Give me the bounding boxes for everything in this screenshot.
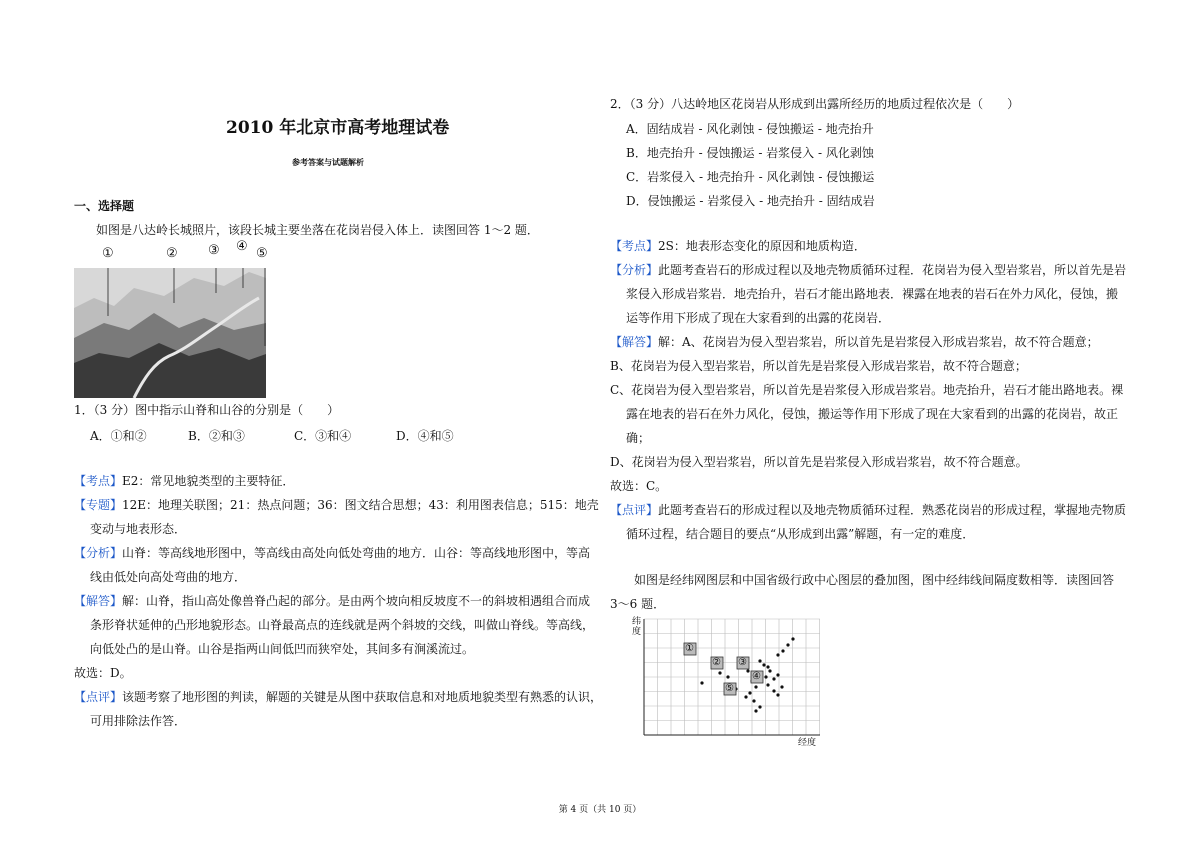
- grid-marker-4-label: ④: [752, 671, 761, 682]
- q1-kaodian: [74, 473, 294, 489]
- page-title: 2010 年北京市高考地理试卷: [226, 118, 450, 138]
- capital-dot: [766, 665, 769, 668]
- q2-answer: 故选：C。: [610, 479, 668, 493]
- q2-dianping-text-1: 此题考查岩石的形成过程以及地壳物质循环过程．熟悉花岗岩的形成过程，掌握地壳物质: [658, 503, 1127, 517]
- q2-fenxi-text-1: 此题考查岩石的形成过程以及地壳物质循环过程．花岗岩为侵入型岩浆岩，所以首先是岩: [658, 263, 1127, 277]
- q1-zhuanti: [74, 497, 599, 513]
- q1-jieda-tag: 【解答】: [74, 594, 123, 608]
- capital-dot: [772, 689, 775, 692]
- capital-dot: [744, 695, 747, 698]
- q2-jieda-text-b: B、花岗岩为侵入型岩浆岩，所以首先是岩浆侵入形成岩浆岩，故不符合题意；: [610, 359, 1027, 373]
- grid-marker-5-label: ⑤: [725, 683, 734, 694]
- capital-dots: [700, 637, 794, 712]
- q1-zhuanti-text-2: 变动与地表形态．: [90, 522, 187, 536]
- photo-label-5: ⑤: [256, 246, 268, 261]
- photo-label-2: ②: [166, 246, 178, 261]
- q2-kaodian: [610, 238, 866, 254]
- q1-fenxi-tag: 【分析】: [74, 546, 123, 560]
- question-1-option-b: B．②和③: [188, 429, 245, 443]
- q1-zhuanti-text-1: 12E：地理关联图；21：热点问题；36：图文结合思想；43：利用图表信息；515：地壳: [122, 498, 599, 512]
- q2-dianping-tag: 【点评】: [610, 503, 659, 517]
- q1-jieda-text-2: 条形脊状延伸的凸形地貌形态。山脊最高点的连线就是两个斜坡的交线，叫做山脊线。等高线，: [90, 618, 595, 632]
- capital-dot: [758, 659, 761, 662]
- question-2-stem: 2．（3 分）八达岭地区花岗岩从形成到出露所经历的地质过程依次是（ ）: [610, 97, 1020, 111]
- q1-dianping-text-1: 该题考察了地形图的判读，解题的关键是从图中获取信息和对地质地貌类型有熟悉的认识，: [122, 690, 603, 704]
- q1-dianping-text-2: 可用排除法作答．: [90, 714, 187, 728]
- question-1-option-c: C．③和④: [294, 429, 352, 443]
- q2-jieda-text-c2: 露在地表的岩石在外力风化，侵蚀，搬运等作用下形成了现在大家看到的出露的花岗岩，故正: [626, 407, 1119, 421]
- great-wall-photo: [74, 268, 266, 398]
- q2-jieda-text-d: D、花岗岩为侵入型岩浆岩，所以首先是岩浆侵入形成岩浆岩，故不符合题意。: [610, 455, 1028, 469]
- capital-dot: [766, 683, 769, 686]
- q2-kaodian-text: 2S：地表形态变化的原因和地质构造．: [658, 239, 866, 253]
- page-subtitle: 参考答案与试题解析: [292, 157, 364, 167]
- capital-dot: [776, 673, 779, 676]
- q2-jieda-text-c1: C、花岗岩为侵入型岩浆岩，所以首先是岩浆侵入形成岩浆岩。地壳抬升，岩石才能出路地表。裸: [610, 383, 1124, 397]
- capital-dot: [772, 677, 775, 680]
- capital-dot: [780, 685, 783, 688]
- q1-fenxi-text-2: 线由低处向高处弯曲的地方．: [90, 570, 247, 584]
- capital-dot: [718, 671, 721, 674]
- q1-jieda: [74, 593, 590, 609]
- capital-dot: [776, 653, 779, 656]
- capital-dot: [791, 637, 794, 640]
- q2-kaodian-tag: 【考点】: [610, 239, 659, 253]
- q2-jieda-text-c3: 确；: [626, 431, 651, 445]
- question-1-stem: 1．（3 分）图中指示山脊和山谷的分别是（ ）: [74, 403, 340, 417]
- q2-dianping: [610, 502, 1126, 518]
- capital-dot: [776, 693, 779, 696]
- capital-dot: [726, 675, 729, 678]
- grid-xlabel: 经度: [798, 738, 817, 748]
- q1-fenxi-text-1: 山脊：等高线地形图中，等高线由高处向低处弯曲的地方．山谷：等高线地形图中，等高: [122, 546, 591, 560]
- capital-dot: [764, 675, 767, 678]
- capital-dot: [748, 691, 751, 694]
- q1-dianping: [74, 689, 602, 705]
- q2-dianping-text-2: 循环过程，结合题目的要点“从形成到出露”解题，有一定的难度．: [626, 527, 975, 541]
- capital-dot: [752, 699, 755, 702]
- q2-fenxi-text-3: 运等作用下形成了现在大家看到的出露的花岗岩．: [626, 311, 891, 325]
- capital-dot: [762, 663, 765, 666]
- question-2-option-b: B．地壳抬升 - 侵蚀搬运 - 岩浆侵入 - 风化剥蚀: [626, 146, 874, 160]
- q1-fenxi: [74, 545, 590, 561]
- q1-kaodian-tag: 【考点】: [74, 474, 123, 488]
- q1-zhuanti-tag: 【专题】: [74, 498, 123, 512]
- q2-fenxi-tag: 【分析】: [610, 263, 659, 277]
- q1-dianping-tag: 【点评】: [74, 690, 123, 704]
- q2-jieda-text-a: 解：A、花岗岩为侵入型岩浆岩，所以首先是岩浆侵入形成岩浆岩，故不符合题意；: [658, 335, 1099, 349]
- grid-marker-2-label: ②: [712, 657, 721, 668]
- photo-label-4: ④: [236, 239, 248, 254]
- question-2-option-a: A．固结成岩 - 风化剥蚀 - 侵蚀搬运 - 地壳抬升: [626, 122, 874, 136]
- q2-fenxi: [610, 262, 1126, 278]
- intro-text: 如图是八达岭长城照片，该段长城主要坐落在花岗岩侵入体上．读图回答 1～2 题．: [96, 223, 539, 237]
- capital-dot: [754, 685, 757, 688]
- q1-answer: 故选：D。: [74, 666, 132, 680]
- q2-jieda: [610, 334, 1099, 350]
- q2-fenxi-text-2: 浆侵入形成岩浆岩．地壳抬升，岩石才能出路地表．裸露在地表的岩石在外力风化，侵蚀，搬: [626, 287, 1119, 301]
- grid-marker-3-label: ③: [738, 657, 747, 668]
- capital-dot: [786, 643, 789, 646]
- capital-dot: [754, 709, 757, 712]
- photo-label-3: ③: [208, 243, 220, 258]
- capital-dot: [781, 649, 784, 652]
- capital-dot: [700, 681, 703, 684]
- capital-dot: [746, 669, 749, 672]
- intro-3-line-1: 如图是经纬网图层和中国省级行政中心图层的叠加图，图中经纬线间隔度数相等．读图回答: [634, 573, 1115, 587]
- page-footer: 第 4 页（共 10 页）: [558, 805, 642, 815]
- photo-label-1: ①: [102, 246, 114, 261]
- grid-ylabel: 纬度: [632, 617, 642, 637]
- intro-3-line-2: 3～6 题．: [610, 597, 666, 611]
- section-heading: 一、选择题: [74, 199, 135, 213]
- question-1-option-d: D．④和⑤: [396, 429, 454, 443]
- photo-drawing: [74, 268, 266, 398]
- question-2-option-d: D．侵蚀搬运 - 岩浆侵入 - 地壳抬升 - 固结成岩: [626, 194, 875, 208]
- grid-lines: [644, 619, 820, 735]
- grid-marker-1-label: ①: [685, 643, 694, 654]
- q1-jieda-text-1: 解：山脊，指山高处像兽脊凸起的部分。是由两个坡向相反坡度不一的斜坡相遇组合而成: [122, 594, 591, 608]
- q1-kaodian-text: E2：常见地貌类型的主要特征．: [122, 474, 295, 488]
- question-2-option-c: C．岩浆侵入 - 地壳抬升 - 风化剥蚀 - 侵蚀搬运: [626, 170, 875, 184]
- question-1-option-a: A．①和②: [90, 429, 147, 443]
- capital-dot: [768, 669, 771, 672]
- q2-jieda-tag: 【解答】: [610, 335, 659, 349]
- q1-jieda-text-3: 向低处凸的是山脊。山谷是指两山间低凹而狭窄处，其间多有涧溪流过。: [90, 642, 475, 656]
- capital-dot: [758, 705, 761, 708]
- lat-lon-grid-figure: [628, 615, 828, 751]
